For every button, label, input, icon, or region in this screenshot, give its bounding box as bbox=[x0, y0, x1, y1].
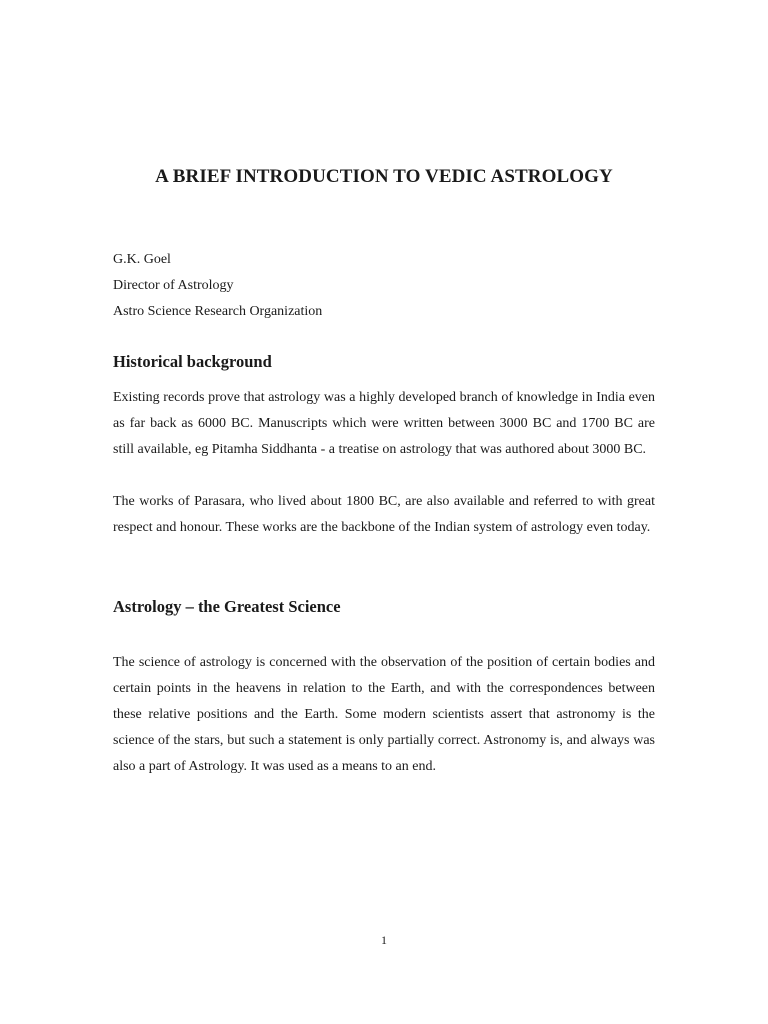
author-name: G.K. Goel bbox=[113, 252, 171, 267]
paragraph-historical-records: Existing records prove that astrology was a highly developed branch of knowledge in India even as far back as 6000 BC. Manuscripts which were written between 3000 BC and 1700 BC are still available, eg Pitamha Siddhanta - a treatise on astrology that was authored about 3000 BC. bbox=[113, 390, 655, 457]
author-role: Director of Astrology bbox=[113, 278, 234, 293]
document-title: A BRIEF INTRODUCTION TO VEDIC ASTROLOGY bbox=[155, 166, 613, 187]
paragraph-science-of-astrology: The science of astrology is concerned with the observation of the position of certain bodies and certain points in the heavens in relation to the Earth, and with the correspondences between these relative positions and the Earth. Some modern scientists assert that astronomy is the science of the stars, but such a statement is only partially correct. Astronomy is, and always was also a part of Astrology. It was used as a means to an end. bbox=[113, 655, 655, 774]
author-block bbox=[113, 247, 322, 325]
author-organization: Astro Science Research Organization bbox=[113, 304, 323, 319]
paragraph-parasara-works: The works of Parasara, who lived about 1800 BC, are also available and referred to with great respect and honour. These works are the backbone of the Indian system of astrology even today. bbox=[113, 494, 655, 535]
page-number: 1 bbox=[381, 933, 387, 947]
section-heading-historical-background: Historical background bbox=[113, 352, 272, 371]
section-heading-greatest-science: Astrology – the Greatest Science bbox=[113, 597, 341, 616]
